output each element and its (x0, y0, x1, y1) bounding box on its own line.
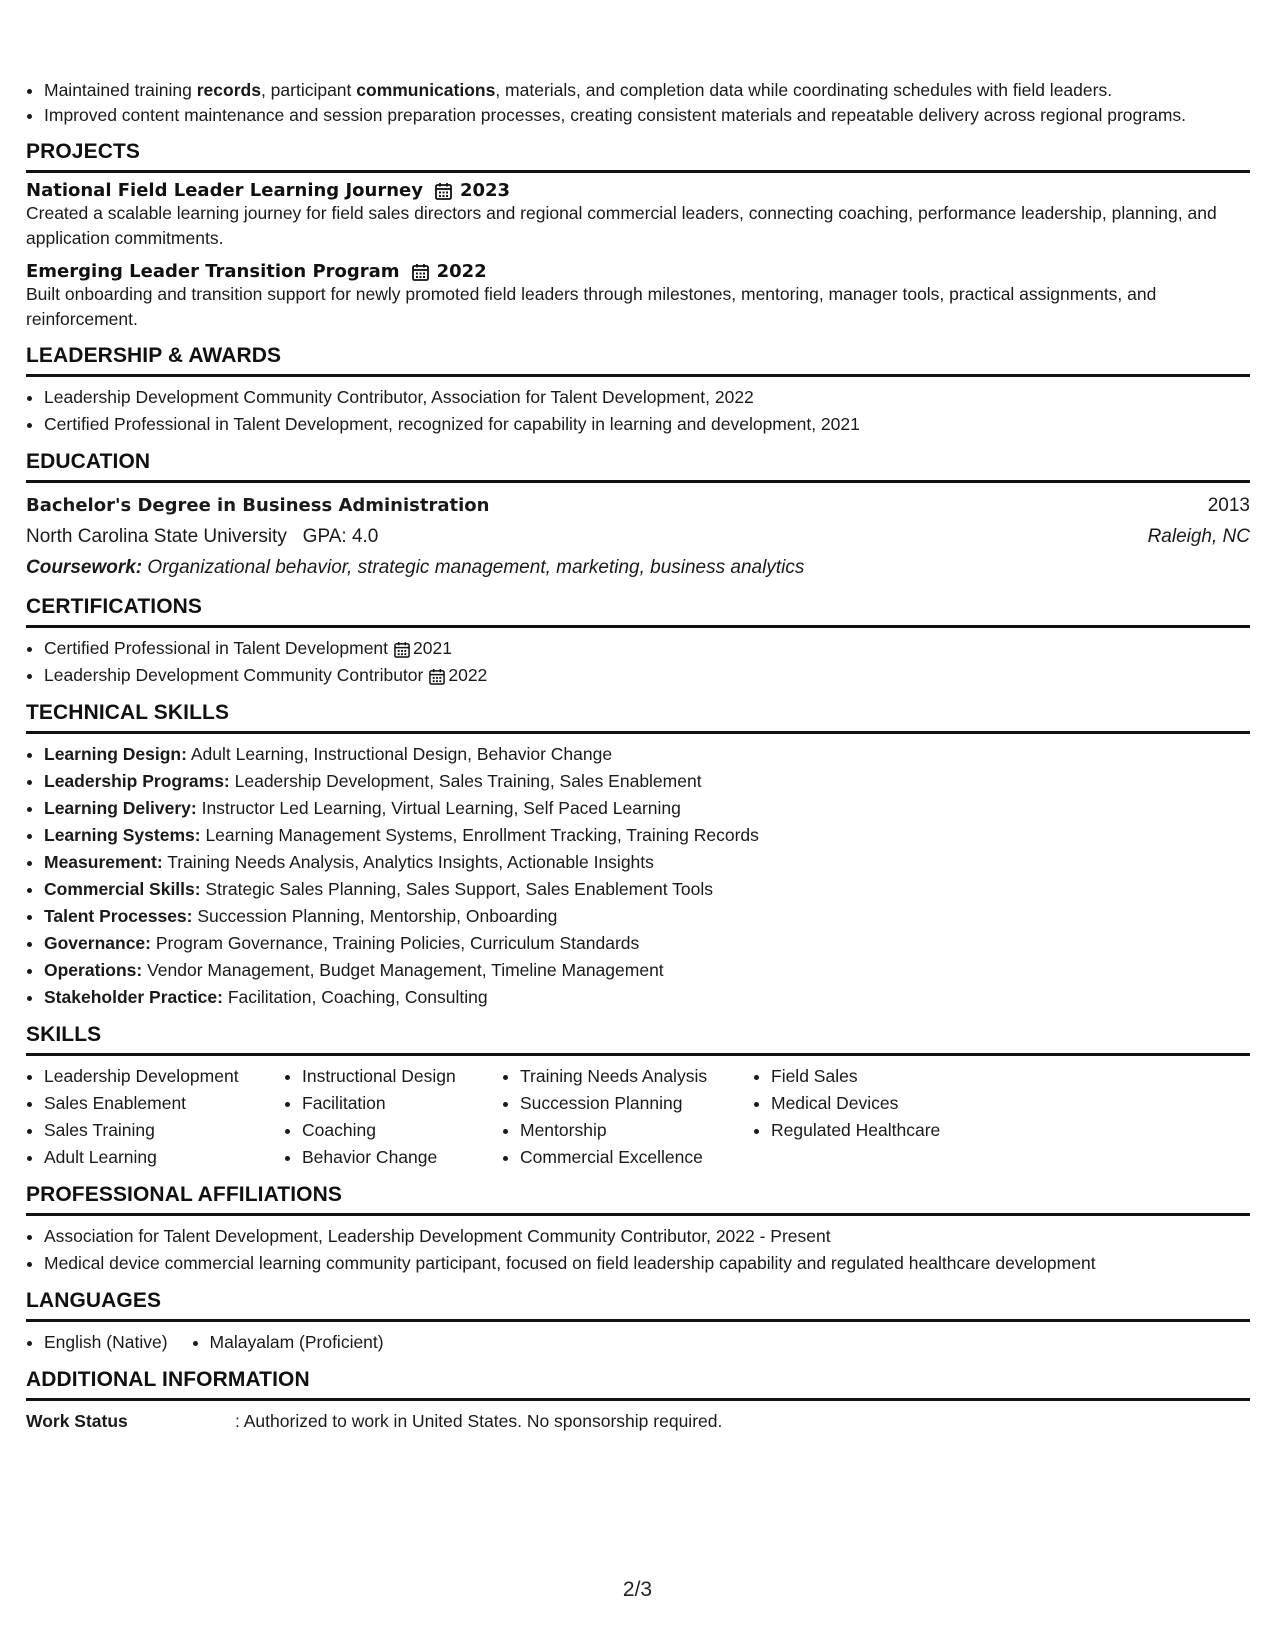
affiliations-section (26, 1183, 1250, 1277)
calendar-icon (394, 641, 410, 658)
section-title: TECHNICAL SKILLS (26, 701, 1250, 734)
list-item: • Adult Learning (44, 1144, 284, 1171)
list-item: • Medical Devices (771, 1090, 991, 1117)
list-item: • Talent Processes: Succession Planning, Mentorship, Onboarding (44, 903, 1250, 930)
list-item: • Learning Design: Adult Learning, Instructional Design, Behavior Change (44, 741, 1250, 768)
list-item: • English (Native) (44, 1329, 168, 1356)
technical-skills-list (26, 741, 1250, 1011)
calendar-icon (412, 263, 429, 281)
list-item: • Training Needs Analysis (520, 1063, 753, 1090)
school: North Carolina State University (26, 526, 287, 547)
degree: Bachelor's Degree in Business Administration (26, 495, 490, 516)
list-item: • Leadership Development Community Contributor, Association for Talent Development, 2022 (44, 384, 1250, 411)
section-title: SKILLS (26, 1023, 1250, 1056)
list-item: • Leadership Programs: Leadership Development, Sales Training, Sales Enablement (44, 768, 1250, 795)
list-item: • Maintained training records, participant communications, materials, and completion data while coordinating schedules with field leaders. (44, 78, 1250, 103)
section-title: CERTIFICATIONS (26, 595, 1250, 628)
education-section (26, 450, 1250, 583)
education-header-row (26, 490, 1250, 521)
languages-section (26, 1289, 1250, 1356)
section-title: LEADERSHIP & AWARDS (26, 344, 1250, 377)
calendar-icon (429, 668, 445, 685)
page-number: 2/3 (622, 1578, 653, 1601)
list-item: • Learning Delivery: Instructor Led Learning, Virtual Learning, Self Paced Learning (44, 795, 1250, 822)
project-description: Built onboarding and transition support for newly promoted field leaders through milestones, mentoring, manager tools, practical assignments, and reinforcement. (26, 284, 1157, 329)
project-title: Emerging Leader Transition Program 2022 (26, 261, 487, 282)
list-item: • Coaching (302, 1117, 502, 1144)
leadership-section (26, 344, 1250, 438)
calendar-icon (435, 182, 452, 200)
list-item: • Behavior Change (302, 1144, 502, 1171)
work-status-row (26, 1408, 1250, 1435)
project-description: Created a scalable learning journey for field sales directors and regional commercial leaders, connecting coaching, performance leadership, planning, and application commitments. (26, 203, 1217, 248)
additional-info-section (26, 1368, 1250, 1435)
list-item: • Field Sales (771, 1063, 991, 1090)
leadership-list (26, 384, 1250, 438)
languages-list (26, 1329, 1250, 1356)
skills-column (26, 1063, 284, 1171)
gpa: GPA: 4.0 (302, 526, 379, 547)
experience-bullets (26, 78, 1250, 128)
section-title: PROFESSIONAL AFFILIATIONS (26, 1183, 1250, 1216)
school-location: Raleigh, NC (1147, 526, 1250, 547)
skills-grid (26, 1063, 1250, 1171)
list-item: • Improved content maintenance and session preparation processes, creating consistent materials and repeatable delivery across regional programs. (44, 103, 1250, 128)
list-item: • Sales Enablement (44, 1090, 284, 1117)
list-item: • Operations: Vendor Management, Budget Management, Timeline Management (44, 957, 1250, 984)
list-item: • Association for Talent Development, Leadership Development Community Contributor, 2022 - Present (44, 1223, 1250, 1250)
skills-column (753, 1063, 991, 1171)
list-item: • Facilitation (302, 1090, 502, 1117)
list-item: • Governance: Program Governance, Training Policies, Curriculum Standards (44, 930, 1250, 957)
list-item: • Regulated Healthcare (771, 1117, 991, 1144)
list-item: • Commercial Excellence (520, 1144, 753, 1171)
list-item: • Sales Training (44, 1117, 284, 1144)
list-item: • Leadership Development Community Contributor 2022 (44, 662, 1250, 689)
graduation-year: 2013 (1207, 495, 1250, 516)
section-title: ADDITIONAL INFORMATION (26, 1368, 1250, 1401)
projects-section (26, 140, 1250, 332)
skills-column (502, 1063, 753, 1171)
list-item: • Mentorship (520, 1117, 753, 1144)
list-item: • Instructional Design (302, 1063, 502, 1090)
coursework: Coursework: Organizational behavior, strategic management, marketing, business analytics (26, 557, 805, 578)
section-title: EDUCATION (26, 450, 1250, 483)
affiliations-list (26, 1223, 1250, 1277)
resume-page (26, 78, 1250, 1435)
school-line (26, 521, 378, 552)
list-item: • Succession Planning (520, 1090, 753, 1117)
list-item: • Commercial Skills: Strategic Sales Planning, Sales Support, Sales Enablement Tools (44, 876, 1250, 903)
education-school-row (26, 521, 1250, 552)
list-item: • Leadership Development (44, 1063, 284, 1090)
cert-date: 2021 (394, 638, 452, 658)
list-item: • Stakeholder Practice: Facilitation, Coaching, Consulting (44, 984, 1250, 1011)
skills-section (26, 1023, 1250, 1171)
list-item: • Measurement: Training Needs Analysis, Analytics Insights, Actionable Insights (44, 849, 1250, 876)
skills-column (284, 1063, 502, 1171)
technical-skills-section (26, 701, 1250, 1011)
list-item: • Certified Professional in Talent Development, recognized for capability in learning and development, 2021 (44, 411, 1250, 438)
list-item: • Medical device commercial learning community participant, focused on field leadership capability and regulated healthcare development (44, 1250, 1250, 1277)
section-title: PROJECTS (26, 140, 1250, 173)
list-item: • Certified Professional in Talent Development 2021 (44, 635, 1250, 662)
certifications-list (26, 635, 1250, 689)
work-status-label: Work Status (26, 1411, 128, 1431)
list-item: • Learning Systems: Learning Management Systems, Enrollment Tracking, Training Records (44, 822, 1250, 849)
section-title: LANGUAGES (26, 1289, 1250, 1322)
list-item: • Malayalam (Proficient) (210, 1329, 384, 1356)
project-title: National Field Leader Learning Journey 2023 (26, 180, 511, 201)
cert-date: 2022 (429, 665, 487, 685)
work-status-value: : Authorized to work in United States. No sponsorship required. (235, 1411, 723, 1431)
certifications-section (26, 595, 1250, 689)
